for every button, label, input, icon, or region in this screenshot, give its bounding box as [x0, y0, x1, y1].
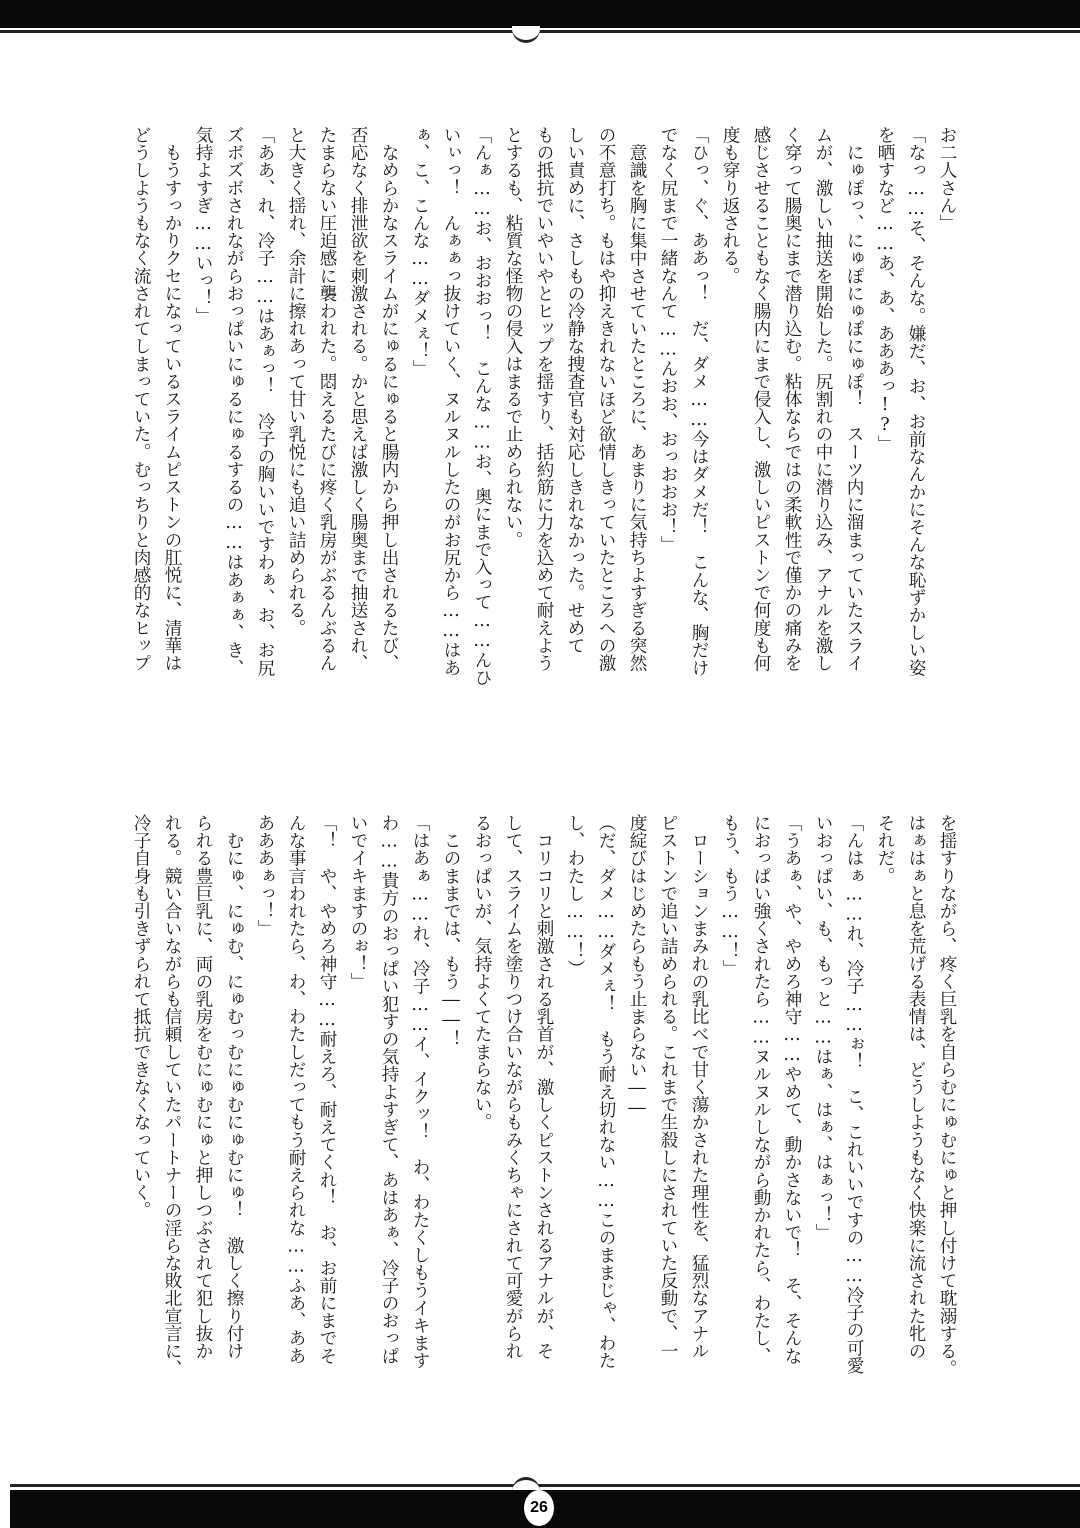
text-column: （だ、ダメ……ダメぇ！ もう耐え切れない……このままじゃ、わた	[596, 814, 616, 1370]
text-column: 感じさせることもなく腸内にまで侵入し、激しいピストンで何度も何	[751, 126, 771, 672]
text-column: ピストンで追い詰められる。これまで生殺しにされていた反動で、一	[658, 814, 678, 1360]
header-rule	[0, 30, 1080, 33]
text-column: とするも、粘質な怪物の侵入はまるで止められない。	[503, 126, 523, 549]
text-column: でなく尻まで一緒なんて……んおお、おっおおお！」	[658, 126, 678, 554]
text-column: 意識を胸に集中させていたところに、あまりに気持ちよすぎる突然	[627, 126, 647, 672]
text-column: コリコリと刺激される乳首が、激しくピストンされるアナルが、そ	[534, 814, 554, 1360]
text-column: 気持よすぎ……いっ！」	[193, 126, 213, 325]
text-column: なめらかなスライムがにゅるにゅると腸内から押し出されるたび、	[379, 126, 399, 672]
text-column: く穿って腸奥にまで潜り込む。粘体ならではの柔軟性で僅かの痛みを	[782, 126, 802, 672]
text-column: もうすっかりクセになっているスライムピストンの肛悦に、清華は	[162, 126, 182, 672]
text-column: わ……貴方のおっぱい犯すの気持よすぎて、あはあぁ、冷子のおっぱ	[379, 814, 399, 1365]
header-notch	[512, 26, 540, 43]
text-column: 「うあぁ、や、やめろ神守……やめて、動かさないで！ そ、そんな	[782, 814, 802, 1365]
text-column: られる豊巨乳に、両の乳房をむにゅむにゅと押しつぶされて犯し抜か	[193, 814, 213, 1360]
text-column: んな事言われたら、わ、わたしだってもう耐えられな……ふあ、ああ	[286, 814, 306, 1365]
text-block-top	[125, 126, 962, 706]
footer-rule	[10, 1484, 1080, 1487]
text-column: にゅぽっ、にゅぽにゅぽにゅぽ！ スーツ内に溜まっていたスライ	[844, 126, 864, 672]
text-column: 度綻びはじめたらもう止まらない――	[627, 814, 647, 1118]
text-column: はぁはぁと息を荒げる表情は、どうしようもなく快楽に流された牝の	[906, 814, 926, 1360]
text-column: れる。競い合いながらも信頼していたパートナーの淫らな敗北宣言に、	[162, 814, 182, 1378]
text-column: を晒すなど……あ、あ、あああっ!?」	[875, 126, 895, 453]
text-column: の不意打ち。もはや抑えきれないほど欲情しきっていたところへの激	[596, 126, 616, 672]
text-column: このままでは、もう――！	[441, 814, 461, 1048]
text-column: ぁ、こ、こんな……ダメぇ！」	[410, 126, 430, 378]
text-column: お二人さん」	[937, 126, 957, 232]
text-column: むにゅ、にゅむ、にゅむっむにゅむにゅむにゅ！ 激しく擦り付け	[224, 814, 244, 1360]
text-column: 「なっ……そ、そんな。嫌だ、お、お前なんかにそんな恥ずかしい姿	[906, 126, 926, 677]
text-column: を揺すりながら、疼く巨乳を自らむにゅむにゅと押し付けて耽溺する。	[937, 814, 957, 1378]
text-column: 「はあぁ……れ、冷子……イ、イクッ！ わ、わたくしもうイキます	[410, 814, 430, 1370]
text-column: たまらない圧迫感に襲われた。悶えるたびに疼く乳房がぶるんぶるん	[317, 126, 337, 672]
text-column: して、スライムを塗りつけ合いながらもみくちゃにされて可愛がられ	[503, 814, 523, 1360]
text-block-bottom	[125, 814, 962, 1394]
text-column: いでイキますのぉ！」	[348, 814, 368, 990]
text-column: 「ああ、れ、冷子……はあぁっ！ 冷子の胸いいですわぁ、お、お尻	[255, 126, 275, 677]
text-column: ムが、激しい抽送を開始した。尻割れの中に潜り込み、アナルを激し	[813, 126, 833, 672]
text-column: 「んはぁ……れ、冷子……ぉ！ こ、これいいですの……冷子の可愛	[844, 814, 864, 1374]
text-column: 度も穿り返される。	[720, 126, 740, 285]
text-column: し、わたし……！）	[565, 814, 585, 978]
text-column: ズボズボされながらおっぱいにゅるにゅるするの……はあぁぁ、き、	[224, 126, 244, 677]
page-number: 26	[524, 1490, 554, 1526]
text-column: 否応なく排泄欲を刺激される。かと思えば激しく腸奥まで抽送され、	[348, 126, 368, 672]
text-column: におっぱい強くされたら……ヌルヌルしながら動かれたら、わたし、	[751, 814, 771, 1365]
text-column: もう、もう……！」	[720, 814, 740, 978]
text-column: いおっぱい、も、もっと……はぁ、はぁ、はぁっ！」	[813, 814, 833, 1242]
text-column: 「んぁ……お、おおおっ！ こんな……お、奥にまで入って……んひ	[472, 126, 492, 686]
text-column: 「ひっ、ぐ、ああっ！ だ、ダメ……今はダメだ！ こんな、胸だけ	[689, 126, 709, 677]
text-column: るおっぱいが、気持よくてたまらない。	[472, 814, 492, 1131]
text-column: 冷子自身も引きずられて抵抗できなくなっていく。	[131, 814, 151, 1219]
text-column: いぃっ！ んぁぁっ抜けていく、ヌルヌルしたのがお尻から……はあ	[441, 126, 461, 677]
text-column: ローションまみれの乳比べで甘く蕩かされた理性を、猛烈なアナル	[689, 814, 709, 1360]
text-column: 「！ や、やめろ神守……耐えろ、耐えてくれ！ お、お前にまでそ	[317, 814, 337, 1365]
text-column: と大きく揺れ、余計に擦れあって甘い乳悦にも追い詰められる。	[286, 126, 306, 637]
text-column: どうしようもなく流されてしまっていた。むっちりと肉感的なヒップ	[131, 126, 151, 672]
text-column: あああぁっ！」	[255, 814, 275, 938]
text-column: それだ。	[875, 814, 895, 885]
text-column: もの抵抗でいやいやとヒップを揺すり、括約筋に力を込めて耐えよう	[534, 126, 554, 672]
header-bar	[0, 0, 1080, 28]
text-column: しい責めに、さしもの冷静な捜査官も対応しきれなかった。せめて	[565, 126, 585, 654]
